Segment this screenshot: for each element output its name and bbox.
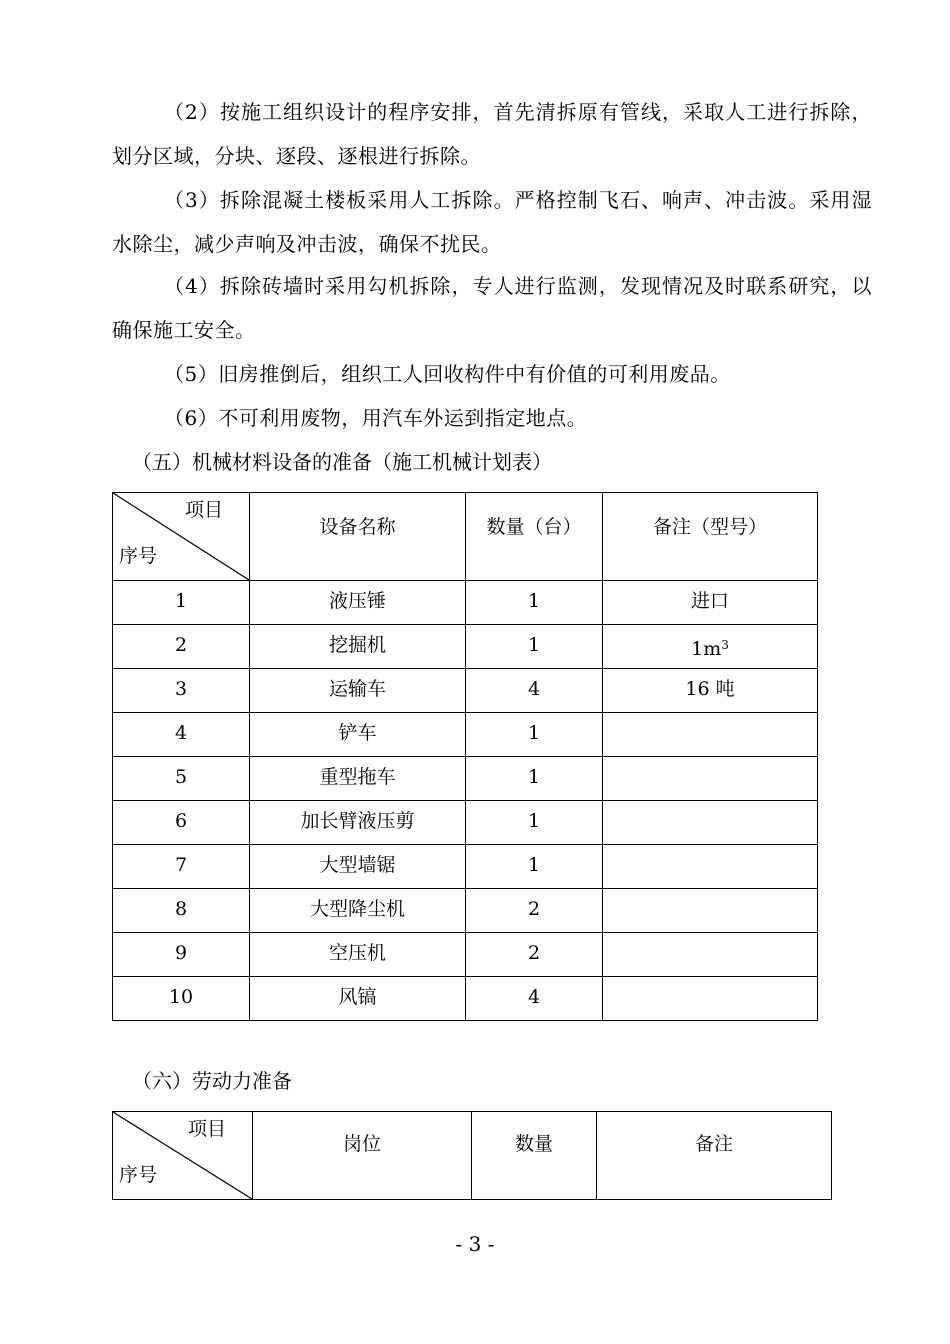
header-quantity: 数量（台）: [466, 493, 603, 581]
machinery-table-header: [113, 493, 818, 581]
table-cell: 风镐: [250, 977, 466, 1021]
diagonal-header-cell: [113, 493, 250, 581]
labor-table: [112, 1111, 832, 1200]
header-quantity: 数量: [472, 1112, 597, 1200]
header-equipment-name: 设备名称: [250, 493, 466, 581]
table-cell: 3: [113, 669, 250, 713]
table-cell: [603, 801, 818, 845]
header-remark: 备注: [597, 1112, 832, 1200]
table-cell: 1: [466, 713, 603, 757]
table-cell: 5: [113, 757, 250, 801]
table-row: [113, 889, 818, 933]
section-6-heading: （六）劳动力准备: [132, 1069, 292, 1093]
table-cell: 4: [113, 713, 250, 757]
table-row: [113, 801, 818, 845]
table-cell: 挖掘机: [250, 625, 466, 669]
table-row: [113, 581, 818, 625]
header-seq-label: 序号: [119, 1164, 158, 1186]
table-cell: 进口: [603, 581, 818, 625]
paragraph-3: （3）拆除混凝土楼板采用人工拆除。严格控制飞石、响声、冲击波。采用湿水除尘，减少声响及冲击波，确保不扰民。: [112, 188, 872, 256]
paragraph-6: （6）不可利用废物，用汽车外运到指定地点。: [164, 406, 588, 430]
table-cell: 液压锤: [250, 581, 466, 625]
table-cell: [603, 933, 818, 977]
table-cell: 加长臂液压剪: [250, 801, 466, 845]
table-row: [113, 625, 818, 669]
table-cell: 8: [113, 889, 250, 933]
table-cell: 运输车: [250, 669, 466, 713]
table-cell: 2: [466, 933, 603, 977]
table-cell: [603, 713, 818, 757]
table-cell: [603, 845, 818, 889]
paragraph-5: （5）旧房推倒后，组织工人回收构件中有价值的可利用废品。: [164, 362, 731, 386]
table-cell: 4: [466, 669, 603, 713]
header-post: 岗位: [253, 1112, 472, 1200]
paragraph-4: （4）拆除砖墙时采用勾机拆除，专人进行监测，发现情况及时联系研究，以确保施工安全。: [112, 274, 872, 342]
table-cell: 2: [466, 889, 603, 933]
table-row: [113, 669, 818, 713]
table-cell: 7: [113, 845, 250, 889]
header-remark: 备注（型号）: [603, 493, 818, 581]
table-cell: [603, 889, 818, 933]
machinery-table: [112, 492, 818, 1021]
table-cell: 16 吨: [603, 669, 818, 713]
table-row: [113, 845, 818, 889]
table-cell: 大型墙锯: [250, 845, 466, 889]
table-cell: 铲车: [250, 713, 466, 757]
table-cell: 重型拖车: [250, 757, 466, 801]
table-row: [113, 977, 818, 1021]
table-cell: 空压机: [250, 933, 466, 977]
table-cell: 1: [466, 801, 603, 845]
table-cell: 4: [466, 977, 603, 1021]
header-seq-label: 序号: [119, 545, 158, 567]
table-cell: [603, 977, 818, 1021]
table-cell: 1: [466, 845, 603, 889]
section-5-heading: （五）机械材料设备的准备（施工机械计划表）: [132, 450, 552, 474]
header-item-label: 项目: [187, 1118, 226, 1140]
header-item-label: 项目: [184, 499, 223, 521]
table-cell: 2: [113, 625, 250, 669]
table-cell: 1: [466, 625, 603, 669]
table-row: [113, 713, 818, 757]
table-cell: $1m^3$: [603, 625, 818, 669]
table-cell: 1: [113, 581, 250, 625]
diagonal-header-cell: [113, 1112, 253, 1200]
labor-table-header: [113, 1112, 832, 1200]
table-cell: 9: [113, 933, 250, 977]
table-row: [113, 933, 818, 977]
table-cell: 1: [466, 757, 603, 801]
table-cell: 10: [113, 977, 250, 1021]
paragraph-2: （2）按施工组织设计的程序安排，首先清拆原有管线，采取人工进行拆除，划分区域，分块、逐段、逐根进行拆除。: [112, 100, 872, 168]
table-cell: 1: [466, 581, 603, 625]
table-cell: [603, 757, 818, 801]
table-cell: 6: [113, 801, 250, 845]
table-cell: 大型降尘机: [250, 889, 466, 933]
table-row: [113, 757, 818, 801]
page-number: - 3 -: [455, 1232, 495, 1256]
